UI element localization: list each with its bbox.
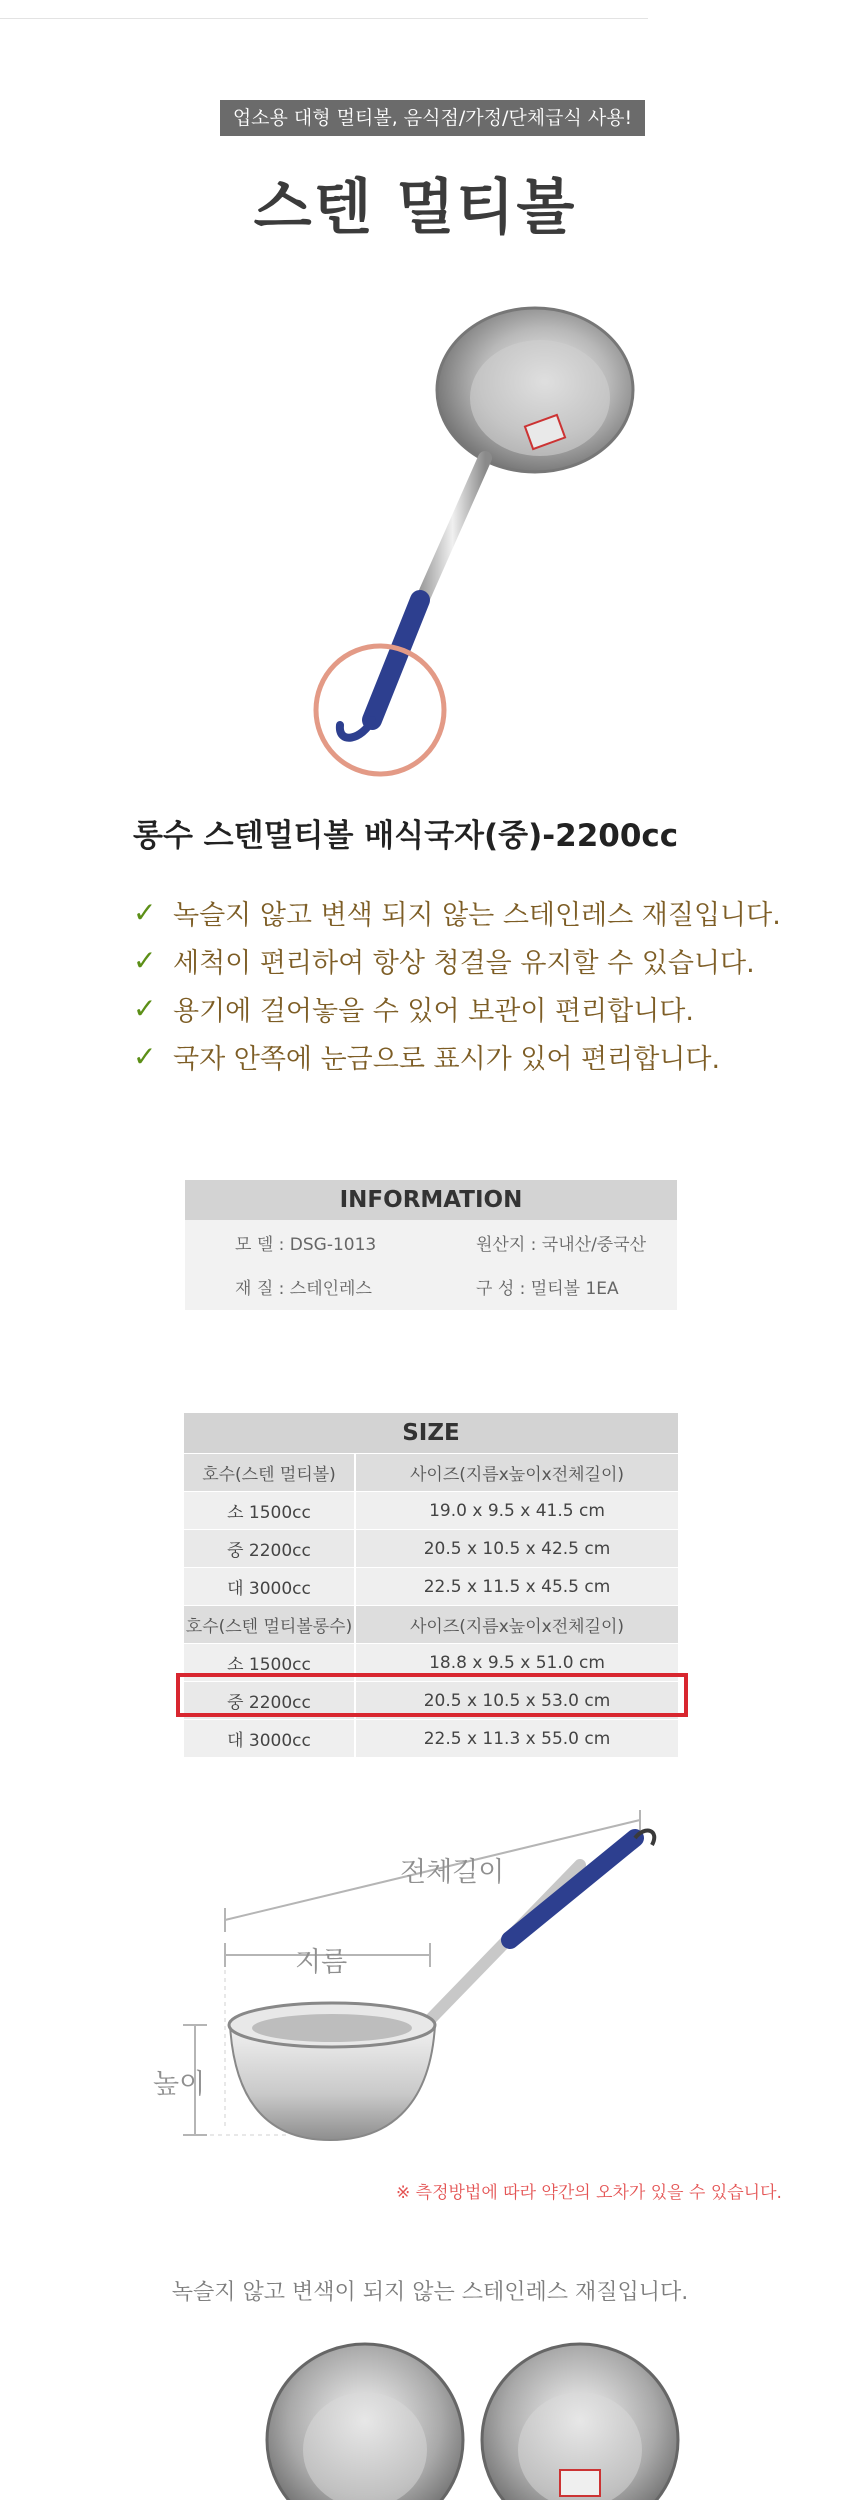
size-title: SIZE — [184, 1413, 678, 1453]
top-divider — [0, 18, 648, 19]
feature-item — [133, 984, 781, 1032]
table-row — [184, 1567, 678, 1605]
size-group-header — [184, 1605, 678, 1643]
feature-text: 국자 안쪽에 눈금으로 표시가 있어 편리합니다. — [173, 1043, 721, 1075]
origin-info: 원산지 : 국내산/중국산 — [476, 1234, 647, 1255]
size-label: 대 3000cc — [184, 1720, 356, 1757]
size-header-cell: 호수(스텐 멀티볼롱수) — [184, 1606, 356, 1643]
size-header-cell: 호수(스텐 멀티볼) — [184, 1454, 356, 1491]
size-dims: 19.0 x 9.5 x 41.5 cm — [429, 1500, 605, 1521]
feature-text: 세척이 편리하여 항상 청결을 유지할 수 있습니다. — [173, 947, 755, 979]
size-label: 소 1500cc — [184, 1644, 356, 1681]
information-row — [185, 1264, 677, 1308]
bowls-product-image — [240, 2320, 700, 2500]
feature-list — [133, 888, 781, 1080]
material-info: 재 질 : 스테인레스 — [235, 1278, 372, 1299]
material-caption: 녹슬지 않고 변색이 되지 않는 스테인레스 재질입니다. — [171, 2280, 689, 2305]
check-icon: ✓ — [133, 1039, 157, 1073]
model-info: 모 델 : DSG-1013 — [235, 1234, 377, 1255]
check-icon: ✓ — [133, 895, 157, 929]
check-icon: ✓ — [133, 991, 157, 1025]
table-row — [184, 1529, 678, 1567]
size-dims: 20.5 x 10.5 x 53.0 cm — [423, 1690, 611, 1711]
feature-item — [133, 936, 781, 984]
measurement-note: ※ 측정방법에 따라 약간의 오차가 있을 수 있습니다. — [396, 2183, 782, 2203]
size-label: 소 1500cc — [184, 1492, 356, 1529]
feature-text: 용기에 걸어놓을 수 있어 보관이 편리합니다. — [173, 995, 694, 1027]
selected-size-highlight — [176, 1673, 688, 1717]
check-icon: ✓ — [133, 943, 157, 977]
size-group-header — [184, 1453, 678, 1491]
size-dims: 22.5 x 11.5 x 45.5 cm — [423, 1576, 611, 1597]
usage-badge: 업소용 대형 멀티볼, 음식점/가정/단체급식 사용! — [220, 100, 645, 136]
page-title: 스텐 멀티볼 — [253, 173, 577, 243]
composition-info: 구 성 : 멀티볼 1EA — [476, 1278, 619, 1299]
size-label: 대 3000cc — [184, 1568, 356, 1605]
feature-item — [133, 1032, 781, 1080]
height-label: 높이 — [153, 2069, 206, 2100]
total-length-label: 전체길이 — [400, 1857, 505, 1888]
size-label: 중 2200cc — [184, 1530, 356, 1567]
size-header-cell: 사이즈(지름x높이x전체길이) — [409, 1465, 625, 1485]
diameter-label: 지름 — [295, 1947, 348, 1978]
table-row — [184, 1491, 678, 1529]
size-label: 중 2200cc — [184, 1682, 356, 1719]
feature-text: 녹슬지 않고 변색 되지 않는 스테인레스 재질입니다. — [173, 899, 781, 931]
product-name: 롱수 스텐멀티볼 배식국자(중)-2200cc — [133, 818, 679, 854]
information-table — [185, 1180, 677, 1310]
table-row — [184, 1719, 678, 1757]
size-dims: 18.8 x 9.5 x 51.0 cm — [429, 1652, 605, 1673]
size-dims: 20.5 x 10.5 x 42.5 cm — [423, 1538, 611, 1559]
ladle-product-image — [300, 300, 640, 780]
size-header-cell: 사이즈(지름x높이x전체길이) — [409, 1617, 625, 1637]
size-dims: 22.5 x 11.3 x 55.0 cm — [423, 1728, 611, 1749]
information-title: INFORMATION — [185, 1180, 677, 1220]
information-row — [185, 1220, 677, 1264]
feature-item — [133, 888, 781, 936]
